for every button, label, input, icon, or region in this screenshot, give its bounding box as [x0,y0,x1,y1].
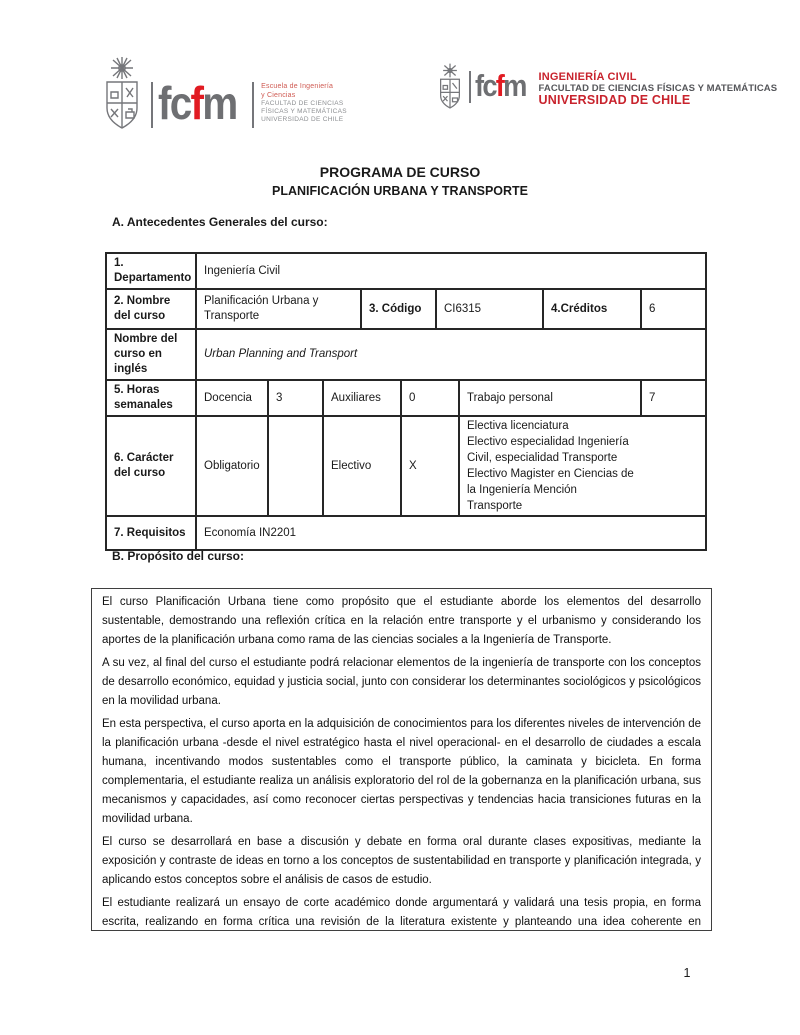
trabajo-personal-label: Trabajo personal [459,380,641,416]
ingles-label: Nombre del curso en inglés [106,329,196,380]
wordmark-letter-red: f [190,77,203,129]
electivo-detalle: Electiva licenciatura Electivo especialidad Ingeniería Civil, especialidad Transporte Electivo Magister en Ciencias de la Ingeniería Mención Transporte [459,416,706,516]
proposito-paragraph: El curso se desarrollará en base a discusión y debate en forma oral durante clases expositivas, mediante la exposición y contraste de ideas en torno a los conceptos de sustentabilidad en transporte y planificación integrada, y aplicando estos conceptos sobre el análisis de casos de estudio. [102,836,701,886]
fcfm-wordmark [475,70,526,101]
page-number: 1 [683,966,691,980]
document-title: PROGRAMA DE CURSO [319,164,481,180]
left-logo-line: y Ciencias [261,91,296,99]
table-row-horas [106,380,706,416]
trabajo-personal-value: 7 [641,380,706,416]
docencia-label: Docencia [196,380,268,416]
ingles-value: Urban Planning and Transport [196,329,706,380]
requisitos-value: Economía IN2201 [196,516,706,550]
wordmark-letter: c [169,77,191,129]
departamento-value: Ingeniería Civil [196,253,706,289]
electivo-value: X [401,416,459,516]
section-b-heading: B. Propósito del curso: [112,549,245,563]
horas-label: 5. Horas semanales [106,380,196,416]
left-logo-caption [261,83,347,124]
left-logo-line: Escuela de Ingeniería [261,83,334,90]
proposito-text-box [91,588,712,931]
table-row-nombre [106,289,706,329]
left-logo-line: UNIVERSIDAD DE CHILE [261,116,344,123]
university-shield-icon [98,56,146,141]
fcfm-civil-engineering-logo [435,62,777,119]
creditos-value: 6 [641,289,706,329]
departamento-label: 1. Departamento [106,253,196,289]
logo-divider [252,82,254,128]
proposito-paragraph: A su vez, al final del curso el estudiante podrá relacionar elementos de la ingeniería de transporte con los conceptos de desarrollo económico, equidad y justicia social, junto con considerar los determinantes sociológicos y psicológicos en la movilidad urbana. [102,657,701,707]
auxiliares-value: 0 [401,380,459,416]
fcfm-wordmark [158,77,237,129]
table-row-caracter [106,416,706,516]
course-info-table [105,252,707,551]
left-logo-line: FÍSICAS Y MATEMÁTICAS [261,108,347,115]
section-a-heading: A. Antecedentes Generales del curso: [112,215,328,229]
codigo-value: CI6315 [436,289,543,329]
course-title: PLANIFICACIÓN URBANA Y TRANSPORTE [271,184,529,198]
right-logo-faculty: FACULTAD DE CIENCIAS FÍSICAS Y MATEMÁTICAS [538,83,778,94]
university-shield-icon [435,62,465,119]
fcfm-school-logo [98,56,347,141]
codigo-label: 3. Código [361,289,436,329]
wordmark-letter: f [475,68,483,103]
right-logo-program: INGENIERÍA CIVIL [538,71,637,83]
obligatorio-label: Obligatorio [196,416,268,516]
requisitos-label: 7. Requisitos [106,516,196,550]
wordmark-letter: m [202,77,237,129]
logo-divider [151,82,153,128]
right-logo-caption [538,71,777,107]
proposito-paragraph: El curso Planificación Urbana tiene como propósito que el estudiante aborde los elementos del desarrollo sustentable, demostrando una reflexión crítica en la relación entre transporte y el urbanismo y considerando los aportes de la planificación urbana como rama de las ciencias sociales a la Ingeniería de Transporte. [102,596,701,646]
proposito-paragraph: En esta perspectiva, el curso aporta en la adquisición de conocimientos para los diferentes niveles de intervención de la planificación urbana -desde el nivel estratégico hasta el nivel operacional- en el desarrollo de ciudades a escala humana, incentivando modos sustentables como el transporte público, la caminata y bicicleta. En forma complementaria, el estudiante realiza un análisis exploratorio del rol de la gobernanza en la planificación urbana, sus mecanismos y capacidades, así como reconocer ciertas perspectivas y tendencias hacia transiciones futuras en la movilidad urbana. [102,718,701,825]
table-row-requisitos [106,516,706,550]
creditos-label: 4.Créditos [543,289,641,329]
auxiliares-label: Auxiliares [323,380,401,416]
wordmark-letter: m [503,68,526,103]
wordmark-letter: f [158,77,170,129]
obligatorio-value [268,416,323,516]
electivo-label: Electivo [323,416,401,516]
proposito-paragraph: El estudiante realizará un ensayo de corte académico donde argumentará y validará una tesis propia, en forma escrita, realizando en forma crítica una revisión de la literatura existente y planteando una idea coherente en [102,897,701,928]
caracter-label: 6. Carácter del curso [106,416,196,516]
logo-divider [469,71,471,103]
wordmark-letter-red: f [495,68,504,103]
right-logo-university: UNIVERSIDAD DE CHILE [538,93,691,107]
left-logo-line: FACULTAD DE CIENCIAS [261,100,344,107]
table-row-nombre-ingles [106,329,706,380]
nombre-label: 2. Nombre del curso [106,289,196,329]
docencia-value: 3 [268,380,323,416]
nombre-value: Planificación Urbana y Transporte [196,289,361,329]
table-row-departamento [106,253,706,289]
wordmark-letter: c [482,68,496,103]
